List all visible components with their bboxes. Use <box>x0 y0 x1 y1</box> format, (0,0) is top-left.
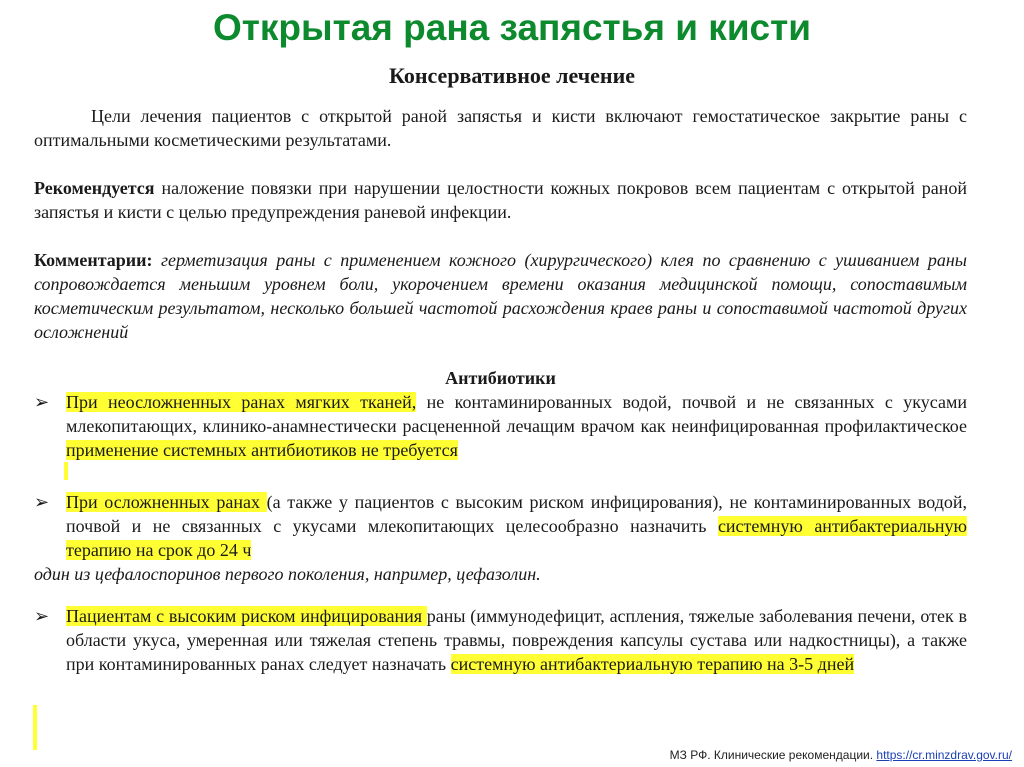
slide-title: Открытая рана запястья и кисти <box>212 7 812 48</box>
minzdrav-link[interactable]: https://cr.minzdrav.gov.ru/ <box>876 748 1012 762</box>
recommendation-paragraph <box>34 176 967 224</box>
highlighted-text: При осложненных ранах <box>66 492 267 512</box>
bullet-body: не контаминированных водой, почвой и не связанных с укусами млекопитающих, клинико-анамнестически расцененной лечащим врачом как неинфицированная профилактическое <box>66 392 967 436</box>
bullet-body: раны (иммунодефицит, аспления, тяжелые заболевания печени, отек в области укуса, умеренная или тяжелая степень травмы, повреждения капсулы сустава или надкостницы), а также при контаминированных ранах следует назначать <box>66 606 967 674</box>
recommendation-label: Рекомендуется <box>34 178 155 198</box>
highlighted-text: Пациентам с высоким риском инфицирования <box>66 606 427 626</box>
bullet-item-high-risk <box>34 604 967 676</box>
bullet-text <box>66 490 967 562</box>
arrow-bullet-icon: ➢ <box>34 392 50 412</box>
highlight-mark <box>33 705 37 750</box>
recommendation-text: наложение повязки при нарушении целостности кожных покровов всем пациентам с открытой раной запястья и кисти с целью предупреждения раневой инфекции. <box>34 178 967 222</box>
highlighted-text: системную антибактериальную терапию на срок до 24 ч <box>66 516 967 560</box>
highlight-mark <box>64 462 68 480</box>
comments-label: Комментарии: <box>34 250 153 270</box>
footer-source <box>670 747 1012 763</box>
cefazolin-note <box>34 562 967 586</box>
bullet-item-uncomplicated <box>34 390 967 462</box>
cefazolin-note-text: один из цефалоспоринов первого поколения, например, цефазолин. <box>34 564 541 584</box>
slide-subtitle: Консервативное лечение <box>388 63 636 88</box>
bullet-text <box>66 604 967 676</box>
goals-paragraph: Цели лечения пациентов с открытой раной запястья и кисти включают гемостатическое закрытие раны с оптимальными косметическими результатами. <box>34 106 967 150</box>
arrow-bullet-icon: ➢ <box>34 492 50 512</box>
comments-text: герметизация раны с применением кожного (хирургического) клея по сравнению с ушиванием раны сопровождается меньшим уровнем боли, укорочением времени оказания медицинской помощи, сопоставимым косметическим результатом, несколько большей частотой расхождения краев раны и сопоставимой частотой других осложнений <box>34 250 967 342</box>
highlighted-text: При неосложненных ранах мягких тканей, <box>66 392 417 412</box>
highlight-marker <box>34 462 967 486</box>
slide-body <box>34 104 967 676</box>
bullet-item-complicated <box>34 490 967 562</box>
bullet-body: (а также у пациентов с высоким риском инфицирования), не контаминированных водой, почвой и не связанных с укусами млекопитающих целесообразно назначить <box>66 492 967 536</box>
antibiotics-heading: Антибиотики <box>445 368 556 388</box>
arrow-bullet-icon: ➢ <box>34 606 50 626</box>
highlighted-text: применение системных антибиотиков не требуется <box>66 440 458 460</box>
footer-label: МЗ РФ. Клинические рекомендации. <box>669 748 877 762</box>
highlighted-text: системную антибактериальную терапию на 3-5 дней <box>450 654 855 674</box>
bullet-text <box>66 390 967 462</box>
comments-paragraph <box>34 248 967 344</box>
